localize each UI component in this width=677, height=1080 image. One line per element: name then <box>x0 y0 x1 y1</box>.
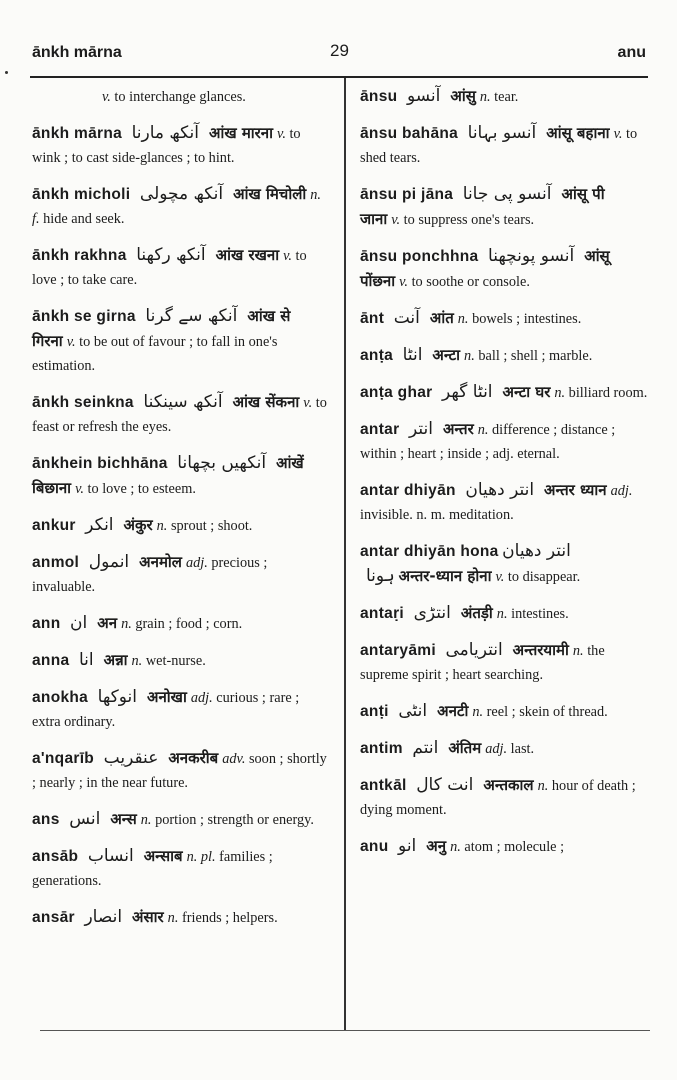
devanagari-script: अनकरीब <box>168 749 219 767</box>
urdu-script: آنت <box>393 308 420 328</box>
header-last-word: anu <box>617 44 646 61</box>
urdu-script: انٹی <box>398 701 428 721</box>
dictionary-entry <box>32 550 330 599</box>
dictionary-entry <box>32 648 330 673</box>
devanagari-script: अन्साब <box>143 847 183 865</box>
urdu-script: آنسو پی جانا <box>462 184 552 204</box>
dictionary-entry <box>32 685 330 734</box>
definition: to soothe or console. <box>408 274 530 290</box>
part-of-speech: n. <box>131 653 143 669</box>
part-of-speech: n. <box>477 422 489 438</box>
part-of-speech: adj. <box>485 741 508 757</box>
part-of-speech: n. <box>537 778 549 794</box>
devanagari-script: अन्ना <box>103 651 128 669</box>
dictionary-entry <box>32 746 330 795</box>
definition: to love ; to take care. <box>32 248 307 288</box>
part-of-speech: n. <box>479 89 491 105</box>
left-column <box>32 84 330 942</box>
part-of-speech: n. <box>464 348 475 364</box>
definition: intestines. <box>507 606 569 622</box>
definition: invisible. n. m. meditation. <box>360 507 514 523</box>
headword: a'nqarīb <box>32 750 95 767</box>
dictionary-entry <box>360 182 648 232</box>
urdu-script: انتڑی <box>413 603 451 623</box>
devanagari-script: आंसु <box>450 87 476 105</box>
right-column <box>360 84 648 871</box>
headword: anṭa ghar <box>360 384 433 401</box>
urdu-script: آنکھ سے گرنا <box>145 306 238 326</box>
definition: billiard room. <box>565 385 648 401</box>
definition: to be out of favour ; to fall in one's estimation. <box>32 334 278 374</box>
dictionary-entry <box>32 844 330 893</box>
part-of-speech: n. <box>472 704 484 720</box>
dictionary-entry <box>32 182 330 231</box>
headword: ānt <box>360 310 385 327</box>
dictionary-entry <box>32 807 330 832</box>
definition: the supreme spirit ; heart searching. <box>360 643 605 683</box>
dictionary-entry <box>360 244 648 294</box>
headword: ansār <box>32 909 75 926</box>
headword: antim <box>360 740 403 757</box>
devanagari-script: आंत <box>429 309 454 327</box>
devanagari-script: अन्टा <box>432 346 461 364</box>
urdu-script: آنکھ رکھنا <box>136 245 206 265</box>
urdu-script: انتر دھیان ہونا <box>366 541 571 586</box>
devanagari-script: अनमोल <box>139 553 182 571</box>
devanagari-script: अन्तरयामी <box>512 641 569 659</box>
dictionary-entry <box>360 121 648 170</box>
devanagari-script: अंसार <box>132 908 164 926</box>
part-of-speech: adj. <box>610 483 633 499</box>
part-of-speech: n. <box>450 839 461 855</box>
headword: ansāb <box>32 848 79 865</box>
headword: anmol <box>32 554 80 571</box>
urdu-script: آنکھ مارنا <box>131 123 199 143</box>
part-of-speech: v. <box>303 395 313 411</box>
devanagari-script: अन्स <box>110 810 137 828</box>
urdu-script: انکر <box>85 515 114 535</box>
part-of-speech: v. <box>102 89 111 105</box>
dictionary-entry <box>82 84 330 109</box>
part-of-speech: n. <box>167 910 179 926</box>
definition: ball ; shell ; marble. <box>474 348 593 364</box>
headword: antar dhiyān hona <box>360 543 499 560</box>
part-of-speech: v. <box>391 212 401 228</box>
devanagari-script: आंसू बहाना <box>546 124 610 142</box>
headword: anna <box>32 652 70 669</box>
devanagari-script: अन्तर-ध्यान होना <box>398 567 492 585</box>
definition: to interchange glances. <box>110 89 246 105</box>
dictionary-entry <box>360 417 648 466</box>
urdu-script: انا <box>78 650 94 670</box>
part-of-speech: v. <box>75 481 84 497</box>
part-of-speech: v. <box>277 126 286 142</box>
devanagari-script: आंख रखना <box>215 246 280 264</box>
devanagari-script: अनटी <box>437 702 469 720</box>
devanagari-script: अन्तकाल <box>483 776 534 794</box>
headword: antaryāmi <box>360 642 436 659</box>
part-of-speech: n. <box>572 643 584 659</box>
header-first-word: ānkh mārna <box>32 44 122 61</box>
urdu-script: آنکھ مچولی <box>139 184 224 204</box>
dictionary-entry <box>360 638 648 687</box>
urdu-script: انت کال <box>416 775 474 795</box>
definition: to love ; to esteem. <box>83 481 196 497</box>
part-of-speech: v. <box>495 569 505 585</box>
margin-dot <box>5 71 8 74</box>
urdu-script: انتم <box>412 738 439 758</box>
part-of-speech: n. <box>140 812 152 828</box>
headword: antar <box>360 421 400 438</box>
part-of-speech: v. <box>613 126 623 142</box>
definition: to suppress one's tears. <box>400 212 535 228</box>
urdu-script: آنسو بہانا <box>467 123 537 143</box>
headword: anṭa <box>360 347 394 364</box>
part-of-speech: n. <box>156 518 168 534</box>
definition: families ; generations. <box>32 849 273 889</box>
definition: hour of death ; dying moment. <box>360 778 636 818</box>
definition: friends ; helpers. <box>178 910 278 926</box>
definition: grain ; food ; corn. <box>131 616 243 632</box>
devanagari-script: आंख से गिरना <box>32 307 291 350</box>
headword: ānkh se girna <box>32 308 136 325</box>
part-of-speech: adj. <box>190 690 213 706</box>
definition: difference ; distance ; within ; heart ; inside ; adj. eternal. <box>360 422 616 462</box>
devanagari-script: अनोखा <box>147 688 187 706</box>
headword: antaṛi <box>360 605 405 622</box>
dictionary-entry <box>32 304 330 378</box>
dictionary-entry <box>32 451 330 501</box>
dictionary-entry <box>360 834 648 859</box>
part-of-speech: n. <box>496 606 508 622</box>
header-rule <box>30 76 648 78</box>
dictionary-entry <box>360 699 648 724</box>
definition: to disappear. <box>504 569 581 585</box>
headword: ānkh seinkna <box>32 394 134 411</box>
definition: atom ; molecule ; <box>460 839 565 855</box>
urdu-script: انٹا گھر <box>442 382 493 402</box>
part-of-speech: v. <box>399 274 408 290</box>
urdu-script: آنکھ سینکنا <box>143 392 223 412</box>
headword: ānkh rakhna <box>32 247 127 264</box>
part-of-speech: v. <box>66 334 76 350</box>
headword: anokha <box>32 689 89 706</box>
definition: hide and seek. <box>39 211 125 227</box>
definition: to shed tears. <box>360 126 638 166</box>
dictionary-entry <box>360 84 648 109</box>
definition: last. <box>507 741 535 757</box>
headword: ānkhein bichhāna <box>32 455 168 472</box>
urdu-script: انوکھا <box>97 687 138 707</box>
devanagari-script: अंतिम <box>448 739 482 757</box>
devanagari-script: आंसू पोंछना <box>360 247 610 290</box>
definition: curious ; rare ; extra ordinary. <box>32 690 300 730</box>
dictionary-entry <box>360 343 648 368</box>
definition: reel ; skein of thread. <box>483 704 608 720</box>
dictionary-entry <box>360 478 648 527</box>
urdu-script: انصار <box>84 907 123 927</box>
urdu-script: انس <box>69 809 101 829</box>
page-number: 29 <box>330 41 349 60</box>
dictionary-entry <box>32 243 330 292</box>
part-of-speech: adj. <box>185 555 208 571</box>
urdu-script: انو <box>398 836 417 856</box>
urdu-script: انتر دھیان <box>465 480 535 500</box>
definition: to wink ; to cast side-glances ; to hint. <box>32 126 301 166</box>
dictionary-entry <box>360 306 648 331</box>
urdu-script: آنکھیں بچھانا <box>177 453 267 473</box>
definition: soon ; shortly ; nearly ; in the near future. <box>32 751 327 791</box>
page-header <box>32 41 650 70</box>
headword: ann <box>32 615 61 632</box>
part-of-speech: adv. <box>222 751 246 767</box>
devanagari-script: आंख सेंकना <box>232 393 300 411</box>
dictionary-entry <box>360 773 648 822</box>
dictionary-entry <box>32 513 330 538</box>
devanagari-script: अनु <box>426 837 447 855</box>
headword: antar dhiyān <box>360 482 456 499</box>
definition: sprout ; shoot. <box>167 518 253 534</box>
dictionary-entry <box>360 539 648 589</box>
urdu-script: انتریامی <box>445 640 503 660</box>
urdu-script: انتر <box>408 419 433 439</box>
devanagari-script: अंकुर <box>123 516 153 534</box>
devanagari-script: अन <box>97 614 118 632</box>
headword: ankur <box>32 517 76 534</box>
dictionary-entry <box>32 905 330 930</box>
headword: ans <box>32 811 60 828</box>
devanagari-script: आंसू पी जाना <box>360 185 605 228</box>
headword: ānsu bahāna <box>360 125 459 142</box>
devanagari-script: आंख मारना <box>209 124 274 142</box>
footer-rule <box>40 1030 650 1031</box>
dictionary-entry <box>360 736 648 761</box>
devanagari-script: आंख मिचोली <box>233 185 307 203</box>
part-of-speech: n. pl. <box>186 849 216 865</box>
urdu-script: انمول <box>88 552 130 572</box>
urdu-script: آنسو پونچھنا <box>488 246 575 266</box>
urdu-script: انٹا <box>402 345 423 365</box>
definition: to feast or refresh the eyes. <box>32 395 327 435</box>
urdu-script: ان <box>70 613 88 633</box>
headword: ānsu <box>360 88 398 105</box>
definition: bowels ; intestines. <box>468 311 582 327</box>
definition: precious ; invaluable. <box>32 555 268 595</box>
devanagari-script: अन्टा घर <box>502 383 551 401</box>
devanagari-script: आंखें बिछाना <box>32 454 304 497</box>
column-divider <box>344 78 346 1030</box>
part-of-speech: n. <box>554 385 566 401</box>
part-of-speech: n. <box>121 616 132 632</box>
headword: anṭi <box>360 703 389 720</box>
definition: tear. <box>490 89 519 105</box>
dictionary-entry <box>32 611 330 636</box>
dictionary-entry <box>360 380 648 405</box>
headword: antkāl <box>360 777 407 794</box>
headword: ānsu ponchhna <box>360 248 479 265</box>
dictionary-entry <box>32 390 330 439</box>
urdu-script: عنقریب <box>103 748 159 768</box>
part-of-speech: n. <box>457 311 469 327</box>
devanagari-script: अंतड़ी <box>460 604 493 622</box>
definition: portion ; strength or energy. <box>151 812 314 828</box>
part-of-speech: v. <box>283 248 292 264</box>
devanagari-script: अन्तर <box>442 420 474 438</box>
devanagari-script: अन्तर ध्यान <box>544 481 607 499</box>
definition: wet-nurse. <box>142 653 206 669</box>
headword: ānkh micholi <box>32 186 131 203</box>
headword: anu <box>360 838 389 855</box>
dictionary-entry <box>32 121 330 170</box>
urdu-script: آنسو <box>406 86 441 106</box>
headword: ānkh mārna <box>32 125 123 142</box>
dictionary-entry <box>360 601 648 626</box>
part-of-speech: n. f. <box>32 187 322 227</box>
urdu-script: انساب <box>87 846 134 866</box>
headword: ānsu pi jāna <box>360 186 454 203</box>
